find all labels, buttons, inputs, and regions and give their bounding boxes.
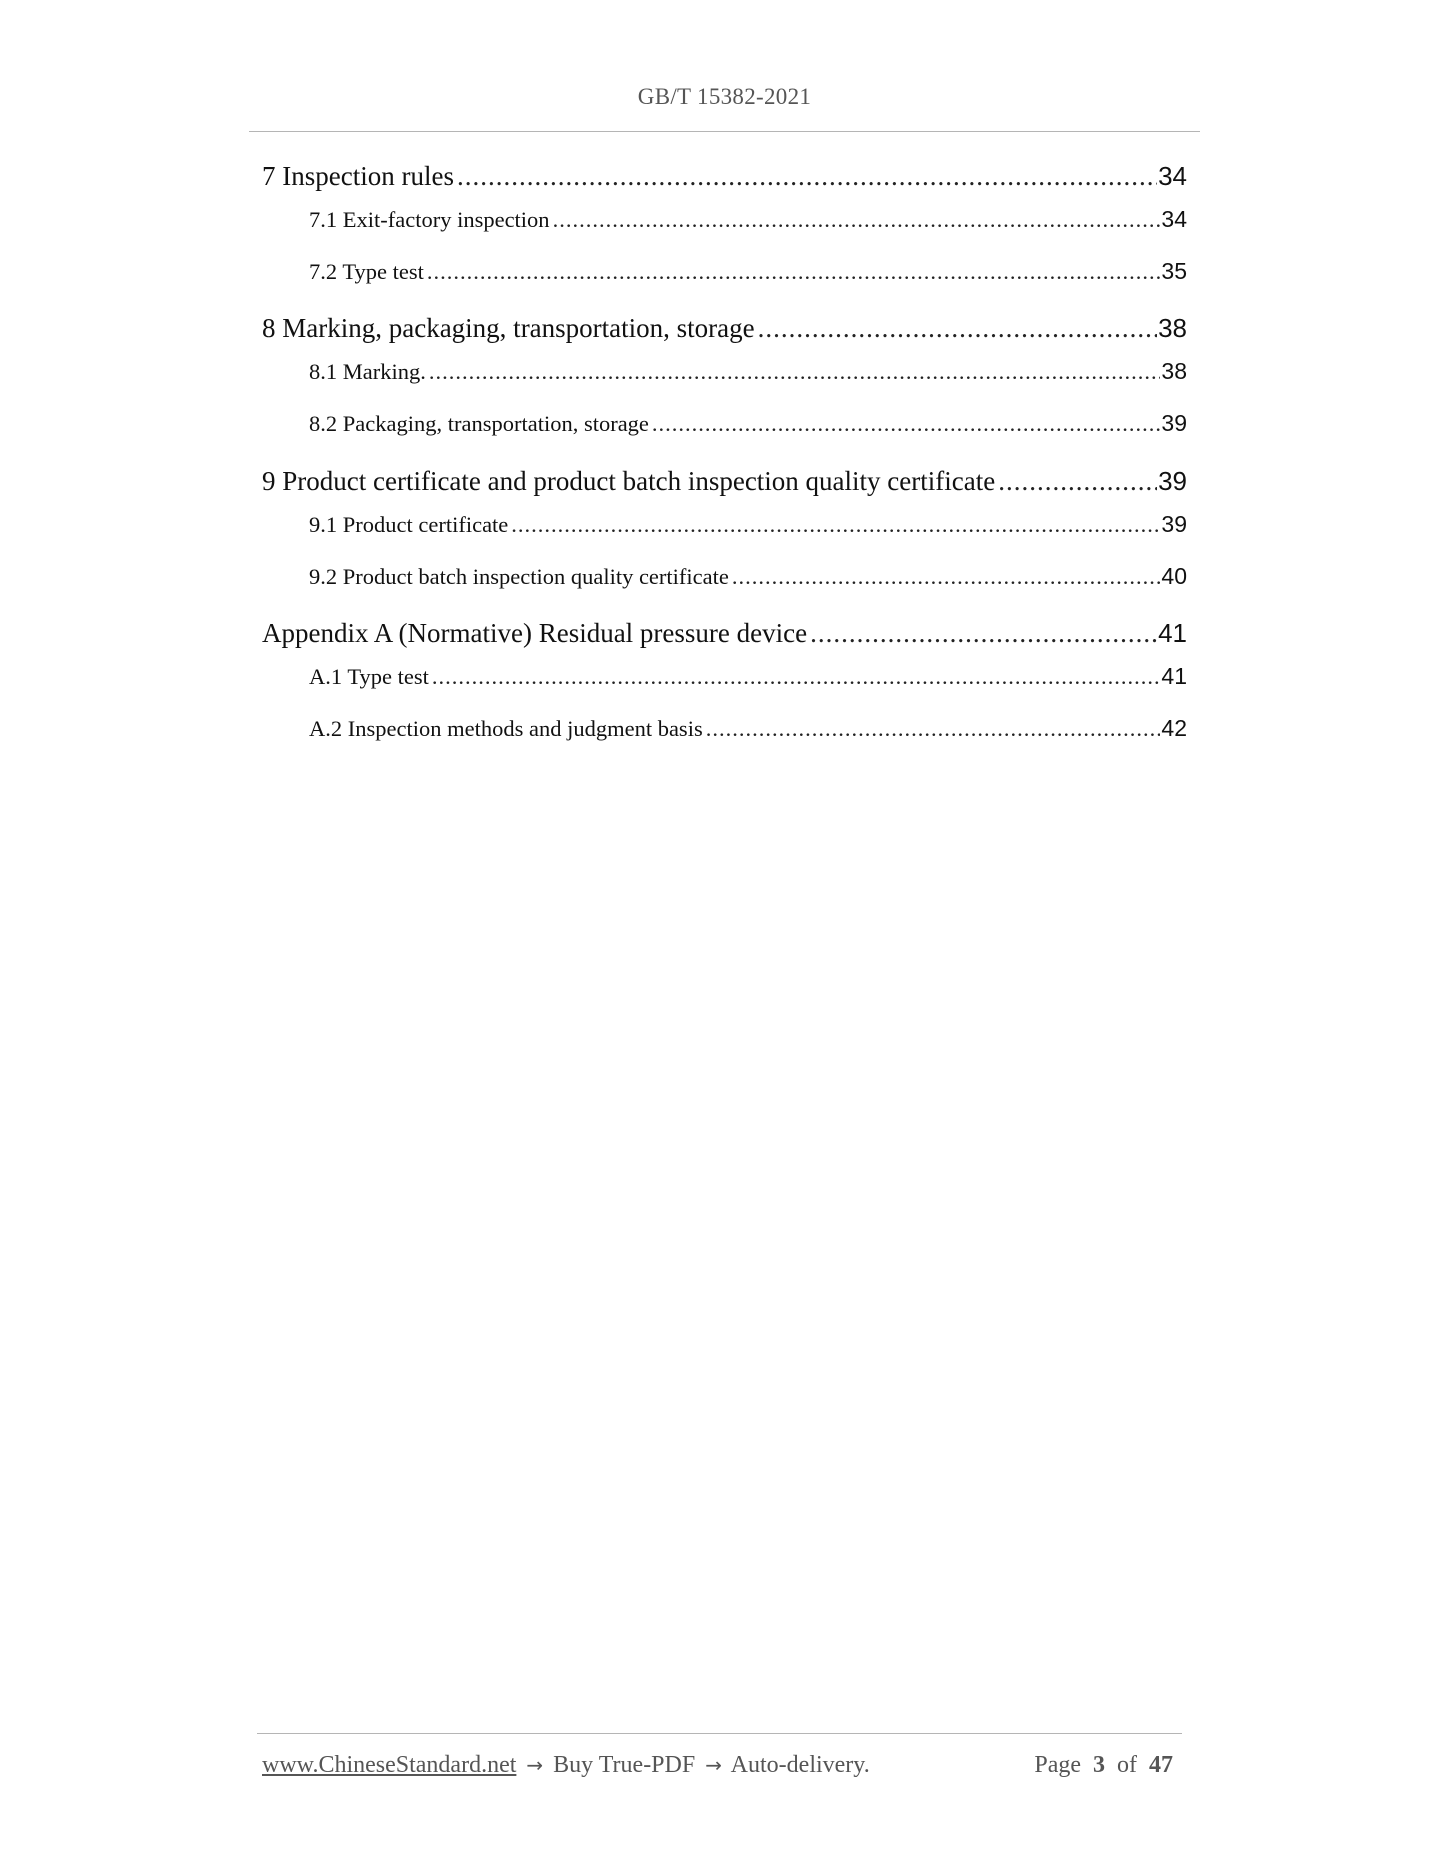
toc-entry-page: 40 bbox=[1161, 563, 1187, 589]
toc-entry-9[interactable] bbox=[262, 466, 1187, 502]
toc-entry-appendix-a[interactable] bbox=[262, 618, 1187, 654]
arrow-right-icon: → bbox=[705, 1753, 722, 1777]
toc-entry-page: 35 bbox=[1161, 258, 1187, 284]
footer-promo bbox=[262, 1752, 870, 1779]
toc-entry-title: A.1 Type test bbox=[309, 664, 429, 689]
page-total: 47 bbox=[1149, 1752, 1173, 1778]
toc-dot-leader bbox=[810, 618, 1157, 649]
footer-step-delivery: Auto-delivery. bbox=[730, 1752, 870, 1778]
toc-entry-title: 9 Product certificate and product batch inspection quality certificate bbox=[262, 466, 996, 496]
toc-dot-leader bbox=[998, 466, 1157, 497]
toc-entry-page: 41 bbox=[1158, 618, 1187, 648]
toc-dot-leader bbox=[457, 161, 1157, 192]
toc-entry-page: 39 bbox=[1161, 410, 1187, 436]
toc-dot-leader bbox=[511, 512, 1160, 538]
footer-divider bbox=[257, 1733, 1182, 1734]
toc-entry-title: 7 Inspection rules bbox=[262, 161, 454, 191]
toc-entry-7-2[interactable] bbox=[309, 258, 1187, 288]
toc-entry-page: 39 bbox=[1158, 466, 1187, 496]
toc-entry-title: 7.1 Exit-factory inspection bbox=[309, 207, 550, 232]
toc-entry-8-2[interactable] bbox=[309, 410, 1187, 440]
toc-entry-title: 9.2 Product batch inspection quality certificate bbox=[309, 564, 729, 589]
toc-entry-9-1[interactable] bbox=[309, 511, 1187, 541]
page-label: Page bbox=[1034, 1752, 1081, 1778]
toc-entry-a-2[interactable] bbox=[309, 715, 1187, 745]
toc-entry-page: 34 bbox=[1161, 206, 1187, 232]
toc-entry-page: 38 bbox=[1161, 358, 1187, 384]
toc-entry-8-1[interactable] bbox=[309, 358, 1187, 388]
arrow-right-icon: → bbox=[526, 1753, 544, 1777]
toc-dot-leader bbox=[429, 359, 1161, 385]
toc-entry-page: 34 bbox=[1158, 161, 1187, 191]
toc-dot-leader bbox=[427, 259, 1161, 285]
toc-entry-title: 9.1 Product certificate bbox=[309, 512, 509, 537]
toc-dot-leader bbox=[732, 564, 1161, 590]
toc-entry-8[interactable] bbox=[262, 313, 1187, 349]
toc-entry-page: 38 bbox=[1158, 313, 1187, 343]
toc-entry-page: 41 bbox=[1161, 663, 1187, 689]
toc-dot-leader bbox=[553, 207, 1161, 233]
toc-entry-7-1[interactable] bbox=[309, 206, 1187, 236]
toc-dot-leader bbox=[432, 664, 1161, 690]
toc-dot-leader bbox=[706, 716, 1161, 742]
toc-entry-page: 42 bbox=[1161, 715, 1187, 741]
toc-dot-leader bbox=[652, 411, 1160, 437]
toc-dot-leader bbox=[758, 313, 1157, 344]
toc-entry-a-1[interactable] bbox=[309, 663, 1187, 693]
toc-entry-9-2[interactable] bbox=[309, 563, 1187, 593]
page-of-label: of bbox=[1117, 1752, 1137, 1778]
toc-entry-title: 8.1 Marking. bbox=[309, 359, 426, 384]
toc-entry-title: 8.2 Packaging, transportation, storage bbox=[309, 411, 649, 436]
document-header: GB/T 15382-2021 bbox=[637, 84, 812, 109]
toc-entry-7[interactable] bbox=[262, 161, 1187, 197]
toc-entry-page: 39 bbox=[1161, 511, 1187, 537]
page-current: 3 bbox=[1093, 1752, 1105, 1778]
footer-step-buy: Buy True-PDF bbox=[553, 1752, 696, 1778]
toc-entry-title: A.2 Inspection methods and judgment basis bbox=[309, 716, 703, 741]
page-number bbox=[1034, 1752, 1179, 1779]
toc-entry-title: 8 Marking, packaging, transportation, storage bbox=[262, 313, 755, 343]
site-link[interactable]: www.ChineseStandard.net bbox=[262, 1752, 517, 1778]
toc-entry-title: Appendix A (Normative) Residual pressure device bbox=[262, 618, 808, 648]
toc-entry-title: 7.2 Type test bbox=[309, 259, 424, 284]
